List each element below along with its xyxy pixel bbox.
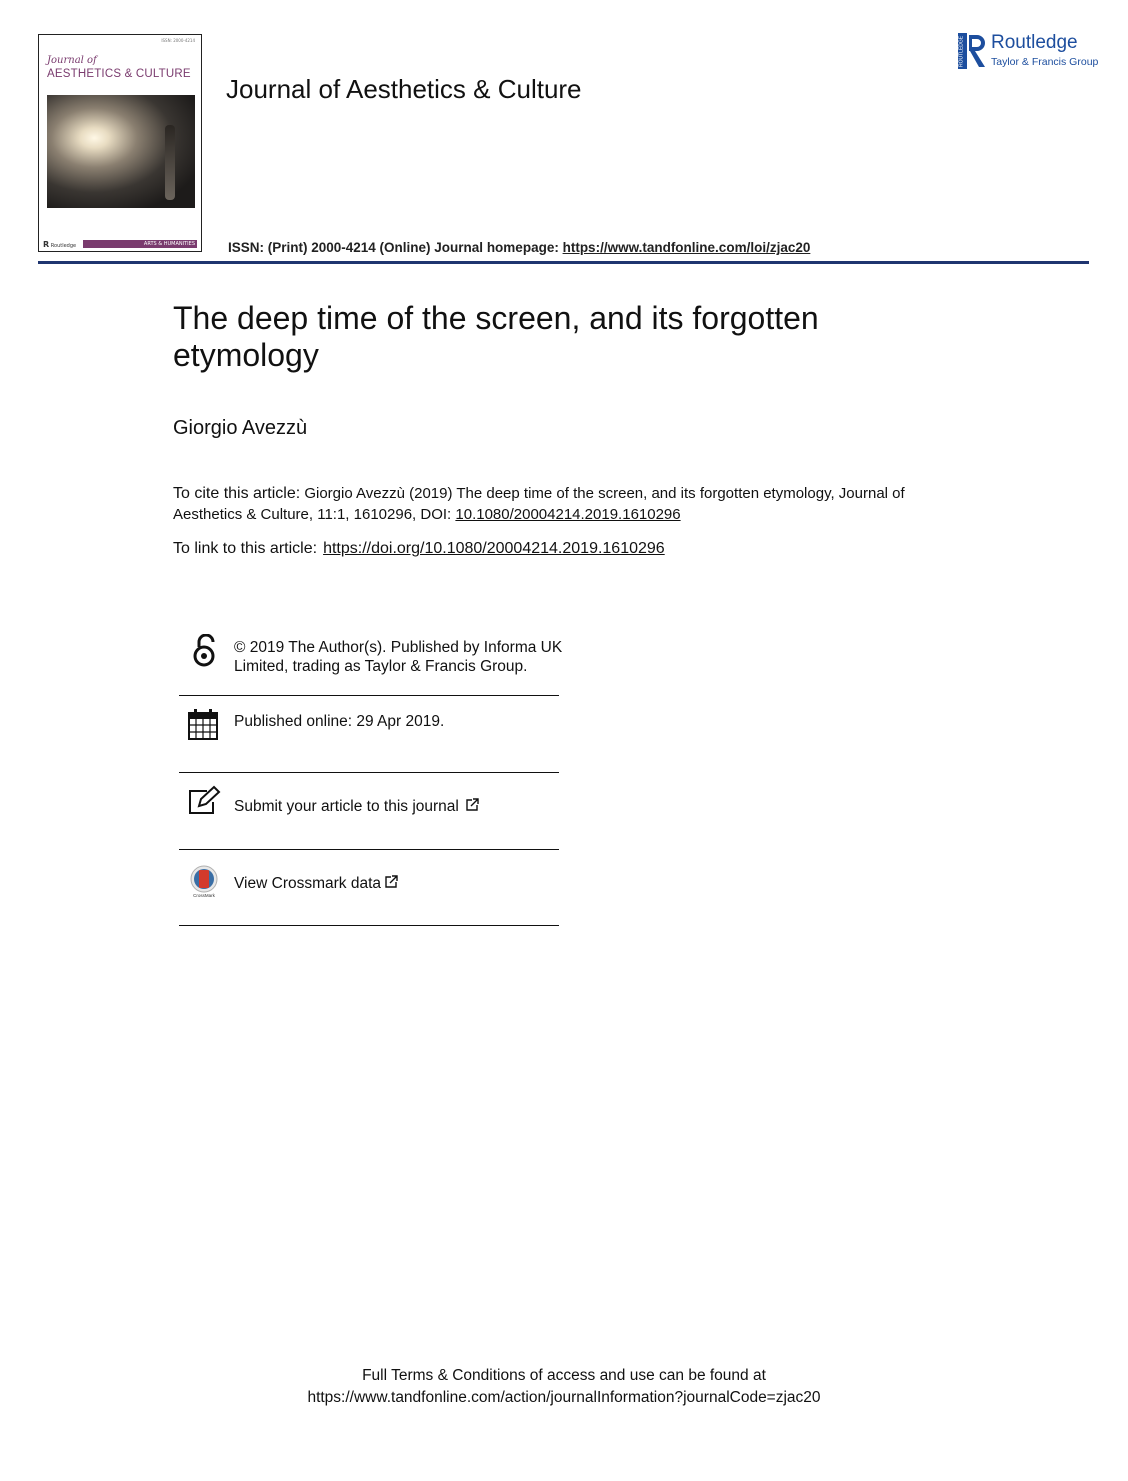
svg-text:ROUTLEDGE: ROUTLEDGE: [958, 35, 965, 67]
cover-title: AESTHETICS & CULTURE: [47, 68, 191, 80]
cover-journal-of: Journal of: [47, 55, 97, 66]
header-rule: [38, 261, 1089, 264]
crossmark-row[interactable]: [234, 874, 398, 893]
article-link-line: [173, 540, 665, 558]
cite-label: To cite this article:: [173, 485, 301, 502]
external-link-icon: [384, 875, 398, 889]
footer-terms-url[interactable]: https://www.tandfonline.com/action/journalInformation?journalCode=zjac20: [307, 1389, 821, 1406]
edit-icon: [187, 785, 221, 819]
article-author: Giorgio Avezzù: [173, 417, 308, 439]
cover-photo: [47, 95, 195, 208]
article-info-list: [179, 630, 563, 926]
info-row-license: [179, 630, 563, 696]
submit-article-row[interactable]: [234, 797, 479, 816]
article-doi-url-link[interactable]: https://doi.org/10.1080/20004214.2019.1610296: [323, 540, 665, 557]
issn-line: [228, 240, 810, 255]
publisher-name: Routledge: [991, 32, 1078, 53]
cover-photo-figure: [165, 125, 175, 200]
journal-homepage-link[interactable]: https://www.tandfonline.com/loi/zjac20: [562, 240, 811, 255]
footer-terms-text: Full Terms & Conditions of access and use can be found at: [362, 1367, 766, 1384]
submit-article-link[interactable]: Submit your article to this journal: [234, 798, 459, 815]
article-title: The deep time of the screen, and its forgotten etymology: [173, 300, 819, 373]
footer: [0, 1365, 1128, 1409]
svg-text:CrossMark: CrossMark: [193, 893, 215, 898]
doi-link[interactable]: 10.1080/20004214.2019.1610296: [455, 506, 681, 523]
info-row-published: [179, 696, 559, 773]
license-text: © 2019 The Author(s). Published by Informa UK Limited, trading as Taylor & Francis Group.: [234, 639, 563, 675]
crossmark-link[interactable]: View Crossmark data: [234, 875, 382, 892]
open-access-icon: [187, 634, 221, 668]
routledge-logo-icon: [958, 33, 986, 69]
cover-publisher-logo: R Routledge: [43, 240, 77, 249]
cover-band: ARTS & HUMANITIES: [83, 240, 197, 248]
journal-cover-thumbnail: [38, 34, 202, 252]
cover-issn: ISSN: 2000-4214: [161, 38, 195, 43]
issn-text: ISSN: (Print) 2000-4214 (Online) Journal homepage:: [228, 240, 563, 255]
external-link-icon: [465, 798, 479, 812]
info-row-submit[interactable]: [179, 773, 559, 850]
calendar-icon: [187, 708, 221, 742]
journal-name: Journal of Aesthetics & Culture: [226, 74, 582, 104]
info-row-crossmark[interactable]: [179, 850, 559, 926]
citation-block: [173, 483, 973, 525]
cite-text: Giorgio Avezzù (2019) The deep time of the screen, and its forgotten etymology, Journal of Aesthetics & Culture, 11:1, 1610296, DOI:: [173, 485, 905, 523]
publisher-subtitle: Taylor & Francis Group: [991, 56, 1099, 68]
crossmark-icon: [187, 864, 221, 898]
published-date: Published online: 29 Apr 2019.: [234, 713, 445, 730]
link-label: To link to this article:: [173, 540, 318, 557]
